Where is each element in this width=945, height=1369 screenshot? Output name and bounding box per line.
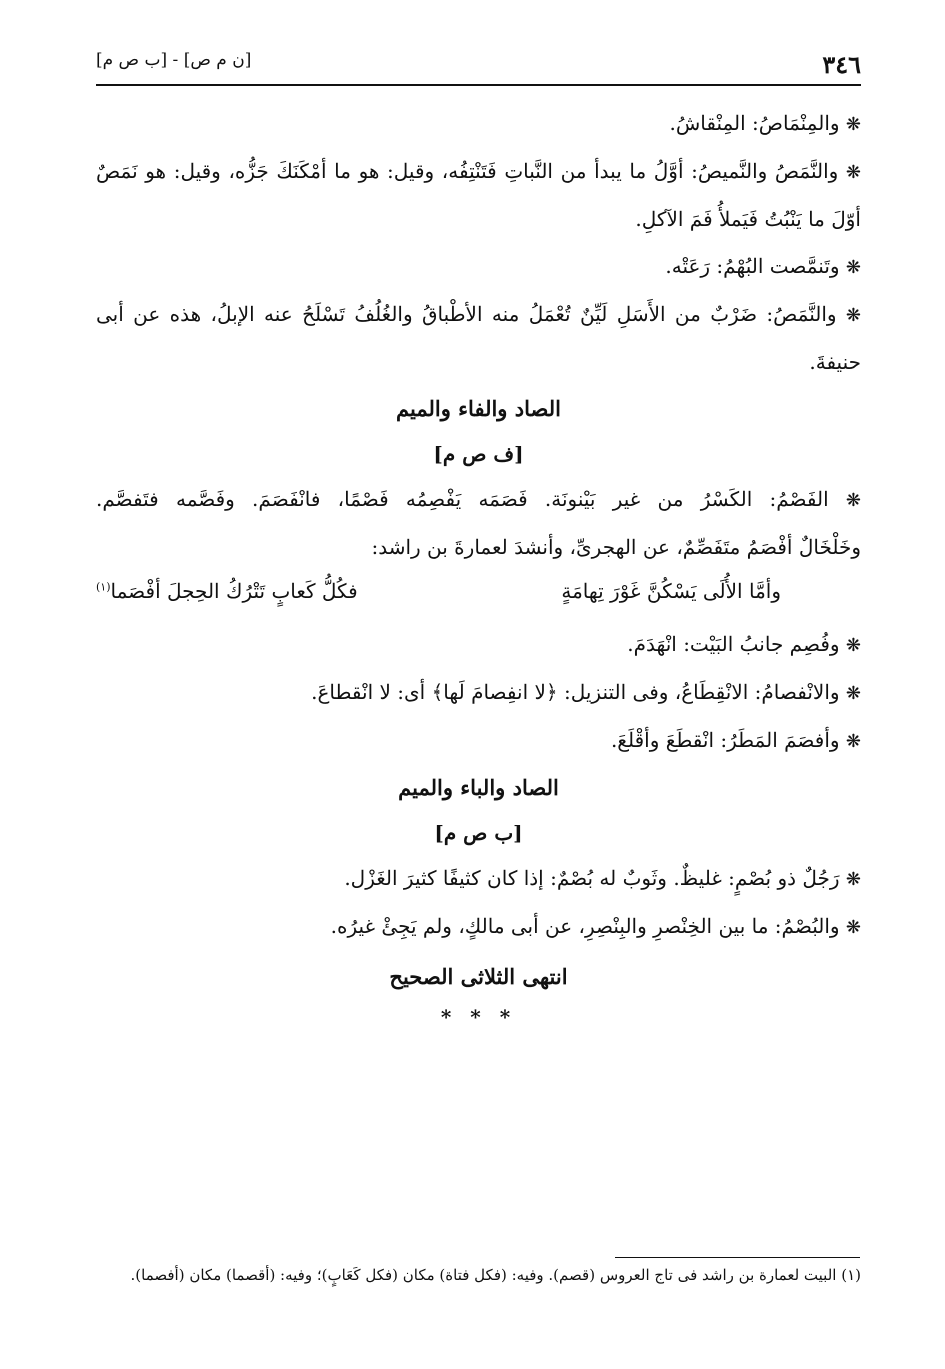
entry-star-icon: ❋	[845, 490, 862, 511]
entry-text: والنَّمَصُ: ضَرْبٌ من الأَسَلِ لَيِّنٌ تُعْمَلُ منه الأطْباقُ والغُلُفُ تَسْلَحُ عنه الإبلُ، هذه عن أبى حنيفةَ.	[96, 302, 861, 374]
entry-star-icon: ❋	[845, 683, 861, 704]
verse-hemistich-first: وأمَّا الأُلَى يَسْكُنَّ غَوْرَ تِهامَةٍ	[561, 579, 781, 603]
entry-fasm-line-2: وخَلْخَالٌ أفْصَمُ متَفَصِّمٌ، عن الهجرىِّ، وأنشدَ لعمارةَ بن راشد:	[371, 535, 861, 559]
entry-text: والمِنْمَاصُ: المِنْقاشُ.	[669, 111, 840, 135]
entry-star-icon: ❋	[845, 731, 861, 752]
footnote-marker: (١)	[96, 580, 111, 594]
header-rule	[96, 84, 861, 86]
section-end-stars: * * *	[440, 1005, 517, 1029]
entry-star-icon: ❋	[845, 635, 861, 656]
entry-star-icon: ❋	[845, 305, 862, 326]
entry-star-icon: ❋	[845, 869, 861, 890]
entry-busm-finger	[96, 903, 861, 951]
entry-text: وتَنمَّصت البُهْمُ: رَعَتْه.	[665, 254, 840, 278]
root-heading-bsm: [ب ص م]	[434, 821, 523, 845]
entry-text: الفَصْمُ: الكَسْرُ من غير بَيْنونَة. فَصَمَه يَفْصِمُه فَصْمًا، فانْفَصَمَ. وفَصَّمه فتَفصَّم.	[96, 487, 829, 511]
footnote: (١) البيت لعمارة بن راشد فى تاج العروس (قصم). وفيه: (فكل فتاة) مكان (فكل كَعَابٍ)؛ وفيه: (أقصما) مكان (أفصما).	[130, 1266, 861, 1284]
entry-text: والنَّمَصُ والنَّميصُ: أوَّلُ ما يبدأ من النَّباتِ فَتَنْتِفُه، وقيل: هو ما أمْكَنَكَ جَزُّه، وقيل: هو نَمَصٌ أوّلَ ما يَنْبُتُ فَيَملأُ فَمَ الآكلِ.	[96, 159, 861, 231]
end-of-section-title: انتهى الثلاثى الصحيح	[389, 964, 568, 989]
entry-fasm-line-1	[96, 476, 861, 524]
poetry-verse	[96, 571, 861, 621]
entry-namas	[96, 148, 861, 243]
footnote-rule	[615, 1257, 860, 1258]
entry-infisam	[96, 669, 861, 717]
entry-star-icon: ❋	[845, 114, 861, 135]
entry-star-icon: ❋	[845, 917, 861, 938]
entry-tanammasat	[96, 243, 861, 291]
section-heading-fsm: الصاد والفاء والميم	[396, 396, 561, 421]
entry-star-icon: ❋	[845, 162, 862, 183]
page-number: ٣٤٦	[822, 50, 861, 79]
entry-fusim	[96, 621, 861, 669]
entry-text: والانْفصامُ: الانْقِطَاعُ، وفى التنزيل: ﴿لا انفِصامَ لَها﴾ أى: لا انْقطاعَ.	[311, 680, 840, 704]
entry-busm	[96, 855, 861, 903]
entry-text: وأفصَمَ المَطَرُ: انْقطَعَ وأقْلَعَ.	[610, 728, 840, 752]
entry-afsam	[96, 717, 861, 765]
section-heading-bsm: الصاد والباء والميم	[398, 775, 559, 800]
running-title: [ن م ص] - [ب ص م]	[96, 50, 252, 70]
entry-star-icon: ❋	[845, 257, 861, 278]
entry-text: رَجُلٌ ذو بُصْمٍ: غليظٌ. وثَوبٌ له بُصْمٌ: إذا كان كثيفًا كثيرَ الغَزْل.	[344, 866, 840, 890]
verse-hemistich-second	[96, 579, 358, 603]
entry-minmas	[96, 100, 861, 148]
root-heading-fsm: [ف ص م]	[433, 442, 524, 466]
verse-hemistich-text: فكُلُّ كَعابٍ تَتْرُكُ الحِجلَ أفْصَما	[110, 579, 358, 603]
running-head	[96, 44, 861, 80]
entry-text: وفُصِم جانبُ البَيْت: انْهَدَمَ.	[627, 632, 840, 656]
entry-text: والبُصْمُ: ما بين الخِنْصرِ والبِنْصِرِ، عن أبى مالكٍ، ولم يَجِئْ غيرُه.	[330, 914, 840, 938]
page-body	[96, 100, 861, 1029]
entry-namas-plant	[96, 291, 861, 386]
